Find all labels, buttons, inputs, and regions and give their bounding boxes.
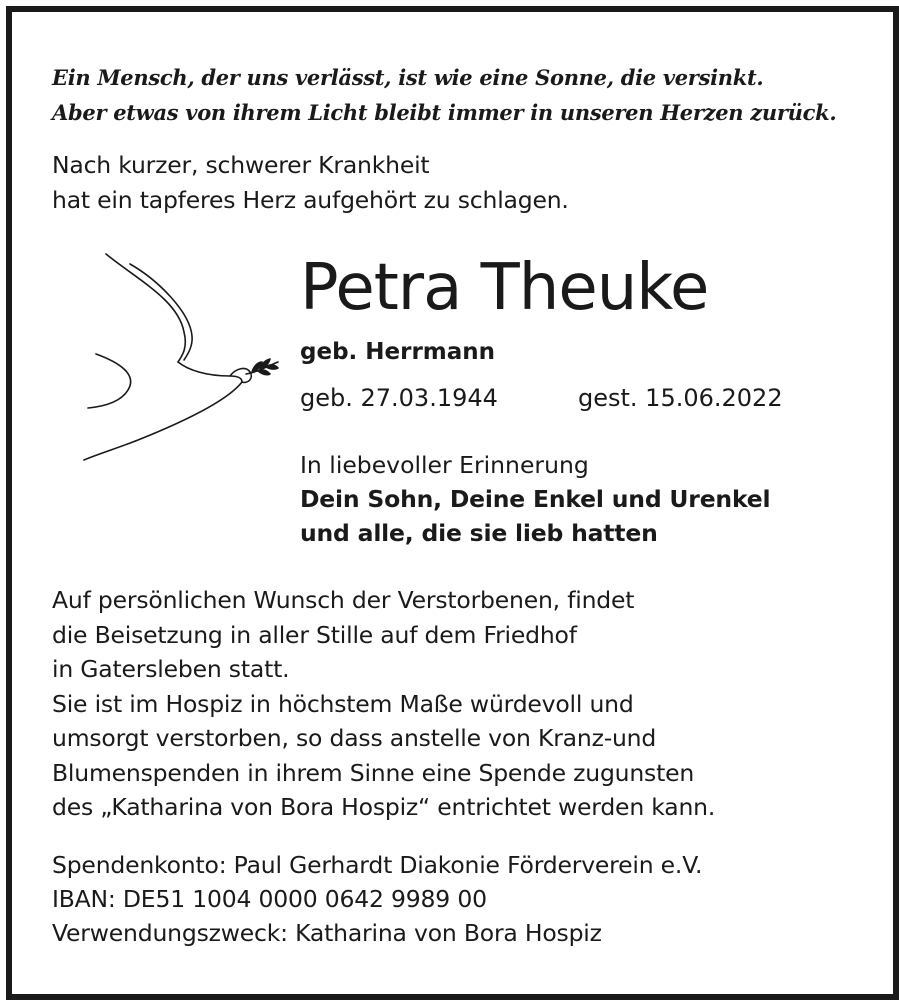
donation-iban: IBAN: DE51 1004 0000 0642 9989 00 — [52, 885, 487, 913]
death-date: gest. 15.06.2022 — [578, 384, 783, 412]
notice-line: die Beisetzung in aller Stille auf dem Friedhof — [52, 620, 577, 649]
notice-line: umsorgt verstorben, so dass anstelle von Kranz-und — [52, 724, 657, 752]
motto-line: Aber etwas von ihrem Licht bleibt immer in unseren Herzen zurück. — [52, 100, 837, 125]
notice-line: Sie ist im Hospiz in höchstem Maße würdevoll und — [52, 689, 634, 718]
intro-line: Nach kurzer, schwerer Krankheit — [52, 151, 430, 179]
notice-line: in Gatersleben statt. — [52, 655, 290, 683]
deceased-name: Petra Theuke — [300, 251, 709, 325]
mourners-line: und alle, die sie lieb hatten — [300, 519, 658, 547]
mourners-line: Dein Sohn, Deine Enkel und Urenkel — [300, 485, 771, 513]
motto-line: Ein Mensch, der uns verlässt, ist wie eine Sonne, die versinkt. — [52, 65, 764, 90]
mourners-list — [300, 482, 770, 550]
notice-line: Blumenspenden in ihrem Sinne eine Spende zugunsten — [52, 758, 695, 787]
memorial-intro: In liebevoller Erinnerung — [300, 451, 589, 479]
intro-text — [52, 148, 569, 218]
notice-line: Auf persönlichen Wunsch der Verstorbenen, findet — [52, 586, 635, 614]
birth-date: geb. 27.03.1944 — [300, 384, 498, 412]
notice-line: des „Katharina von Bora Hospiz“ entrichtet werden kann. — [52, 793, 716, 821]
dove-with-olive-branch-icon — [78, 250, 298, 470]
maiden-name: geb. Herrmann — [300, 339, 496, 365]
donation-details — [52, 848, 702, 950]
intro-line: hat ein tapferes Herz aufgehört zu schlagen. — [52, 186, 569, 214]
funeral-notice — [52, 583, 715, 825]
donation-account: Spendenkonto: Paul Gerhardt Diakonie Förderverein e.V. — [52, 851, 703, 879]
donation-purpose: Verwendungszweck: Katharina von Bora Hospiz — [52, 919, 602, 947]
motto-quote — [52, 60, 836, 130]
